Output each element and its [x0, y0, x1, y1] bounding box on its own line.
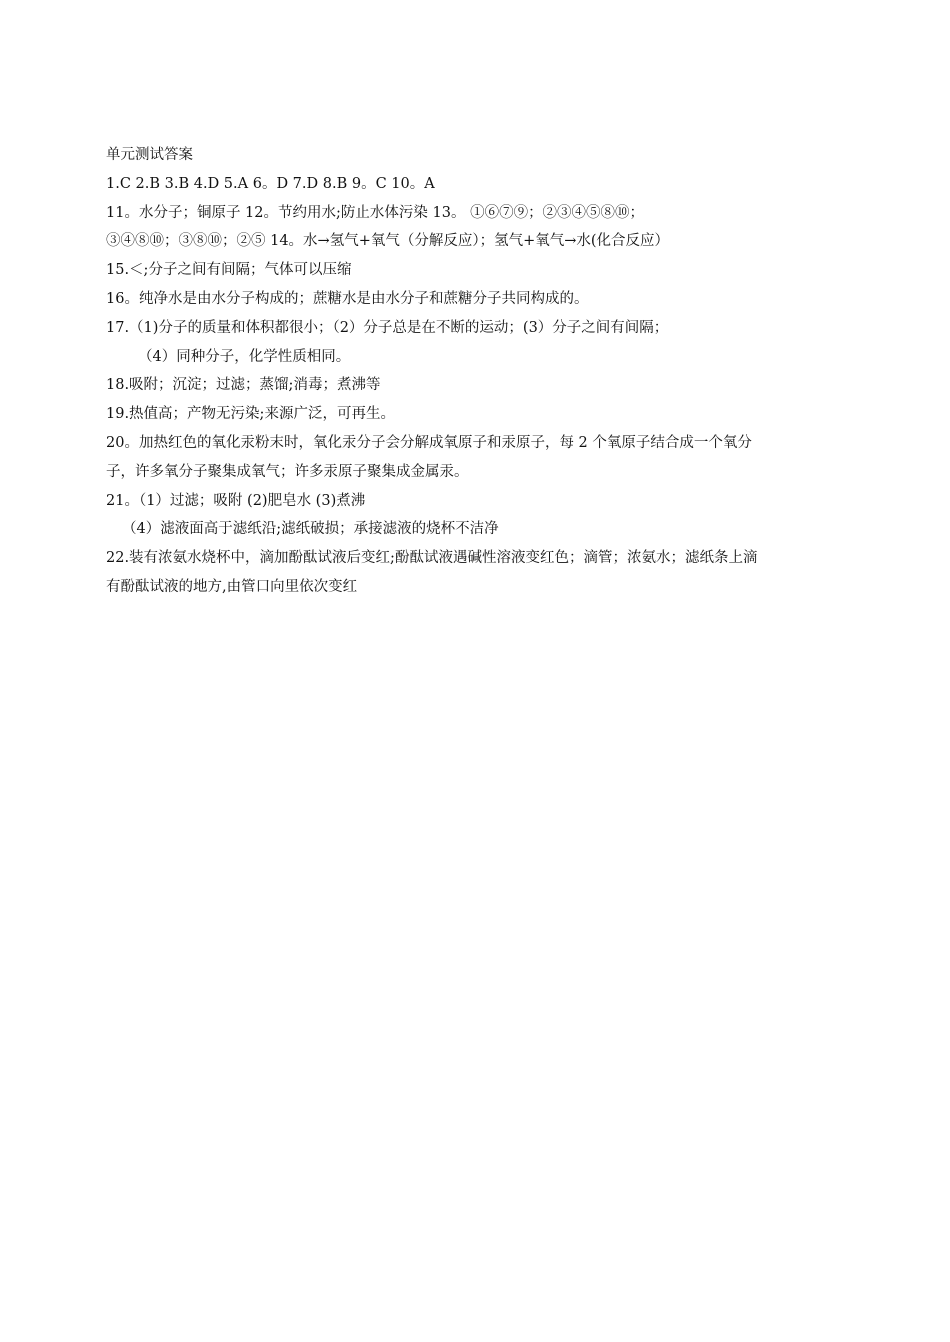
- document-title: 单元测试答案: [106, 147, 193, 163]
- answer-line-18: 18.吸附；沉淀；过滤；蒸馏;消毒；煮沸等: [106, 377, 381, 394]
- answer-line-17a: 17.（1)分子的质量和体积都很小；（2）分子总是在不断的运动；(3）分子之间有间隔；: [106, 319, 669, 336]
- answer-line-15: 15.＜;分子之间有间隔；气体可以压缩: [106, 262, 352, 279]
- answer-line-16: 16。纯净水是由水分子构成的；蔗糖水是由水分子和蔗糖分子共同构成的。: [106, 290, 589, 307]
- answer-line-22a: 22.装有浓氨水烧杯中，滴加酚酞试液后变红;酚酞试液遇碱性溶液变红色；滴管；浓氨水；滤纸条上滴: [106, 550, 758, 567]
- answer-line-20a: 20。加热红色的氧化汞粉末时，氧化汞分子会分解成氧原子和汞原子，每 2 个氧原子结合成一个氧分: [106, 434, 752, 451]
- answer-line-17b: （4）同种分子，化学性质相同。: [138, 348, 351, 365]
- answer-line-21b: （4）滤液面高于滤纸沿;滤纸破损；承接滤液的烧杯不洁净: [122, 521, 499, 538]
- answer-line-20b: 子，许多氧分子聚集成氧气；许多汞原子聚集成金属汞。: [106, 463, 469, 480]
- answer-key-body: [106, 141, 850, 602]
- answer-line-19: 19.热值高；产物无污染;来源广泛，可再生。: [106, 406, 395, 423]
- answer-line-11-13: 11。水分子；铜原子 12。节约用水;防止水体污染 13。 ①⑥⑦⑨；②③④⑤⑧⑩；: [106, 204, 645, 221]
- answer-line-13-14: ③④⑧⑩；③⑧⑩；②⑤ 14。水→氢气+氧气（分解反应）；氢气+氧气→水(化合反应）: [106, 233, 670, 250]
- answer-line-1-10: 1.C 2.B 3.B 4.D 5.A 6。D 7.D 8.B 9。C 10。A: [106, 175, 435, 192]
- answer-line-21a: 21。（1）过滤；吸附 (2)肥皂水 (3)煮沸: [106, 492, 366, 509]
- answer-line-22b: 有酚酞试液的地方,由管口向里依次变红: [106, 578, 358, 595]
